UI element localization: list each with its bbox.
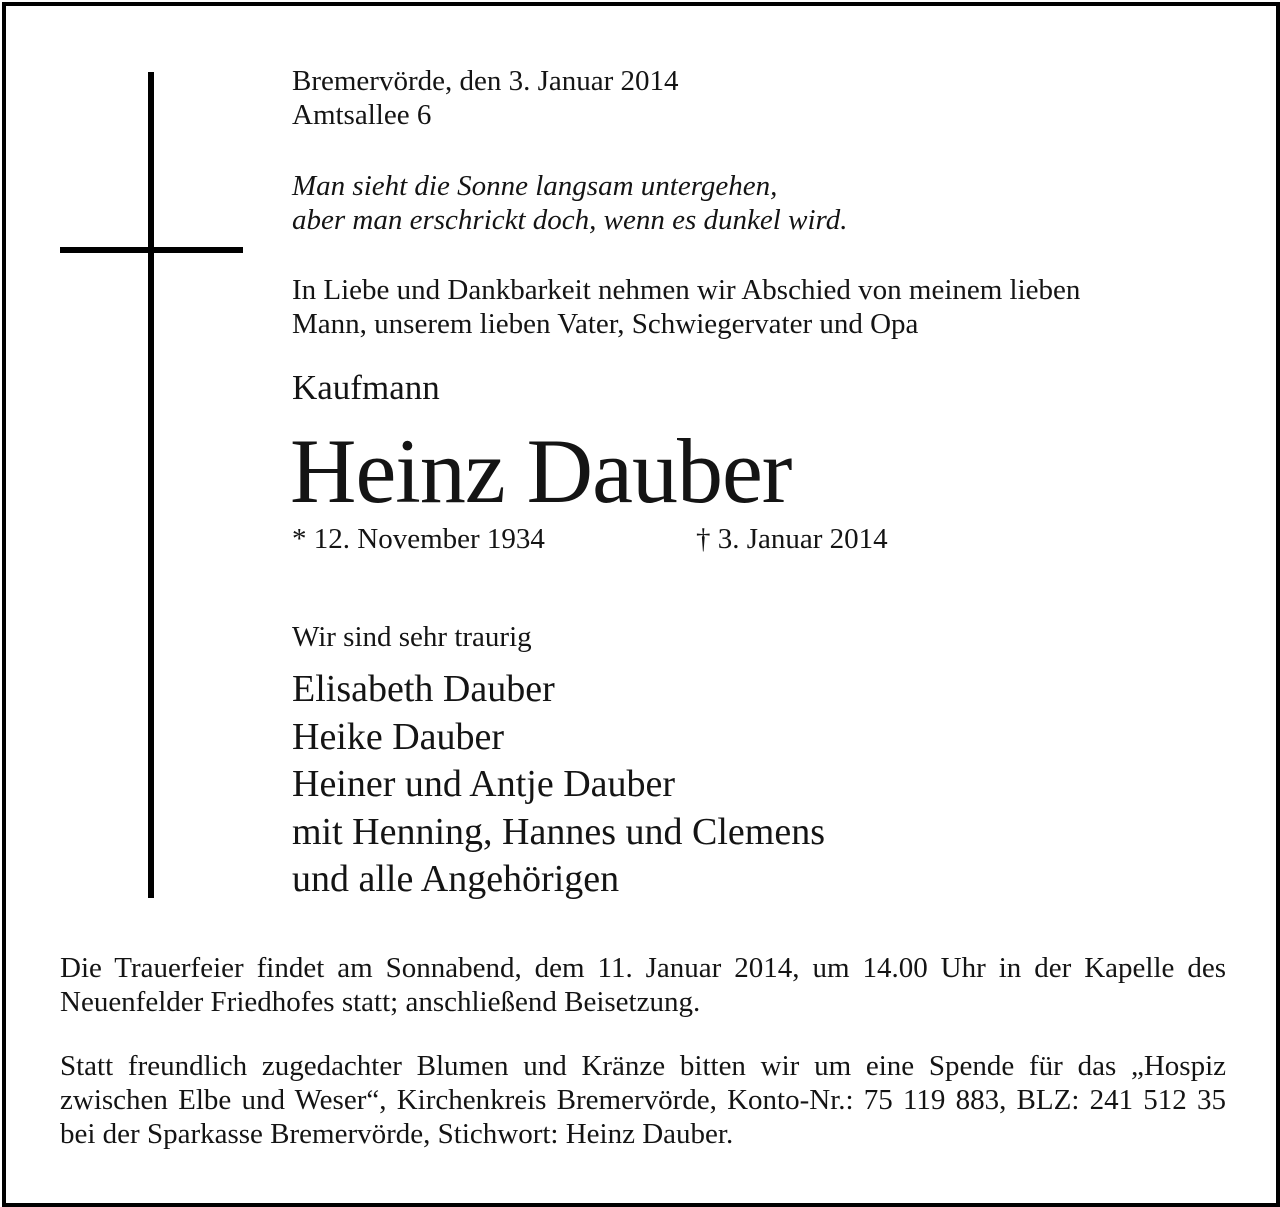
intro-line-1: In Liebe und Dankbarkeit nehmen wir Abschied von meinem lieben	[292, 274, 1081, 306]
life-dates	[292, 522, 932, 556]
birth-date: * 12. November 1934	[292, 523, 545, 555]
place-date: Bremervörde, den 3. Januar 2014	[292, 65, 679, 97]
intro-line-2: Mann, unserem lieben Vater, Schwiegervater und Opa	[292, 308, 919, 340]
mourner-name: und alle Angehörigen	[292, 858, 620, 900]
deceased-name: Heinz Dauber	[290, 420, 792, 522]
address: Amtsallee 6	[292, 99, 432, 131]
mourner-name: Elisabeth Dauber	[292, 668, 555, 710]
mourner-name: Heiner und Antje Dauber	[292, 763, 676, 805]
mourner-name: mit Henning, Hannes und Clemens	[292, 810, 825, 853]
death-date: † 3. Januar 2014	[696, 523, 888, 555]
obituary-notice	[2, 2, 1280, 1207]
quote-line-1: Man sieht die Sonne langsam untergehen,	[292, 170, 778, 202]
cross-icon	[148, 72, 154, 898]
quote-line-2: aber man erschrickt doch, wenn es dunkel wird.	[292, 204, 848, 236]
quote-block	[292, 169, 847, 237]
mourner-name: Heike Dauber	[292, 715, 505, 758]
donation-info: Statt freundlich zugedachter Blumen und Kränze bitten wir um eine Spende für das „Hospiz zwischen Elbe und Weser“, Kirchenkreis Bremervörde, Konto-Nr.: 75 119 883, BLZ: 241 512 35 bei der Sparkasse Bremervörde, Stichwort: Heinz Dauber.	[60, 1050, 1226, 1150]
cross-icon-crossbar	[60, 247, 243, 253]
intro-block	[292, 273, 1080, 341]
ceremony-info: Die Trauerfeier findet am Sonnabend, dem 11. Januar 2014, um 14.00 Uhr in der Kapelle des Neuenfelder Friedhofes statt; anschließend Beisetzung.	[60, 952, 1226, 1018]
mourners-intro: Wir sind sehr traurig	[292, 621, 532, 653]
place-date-block	[292, 64, 679, 132]
deceased-title: Kaufmann	[292, 368, 440, 407]
mourners-list	[292, 666, 825, 904]
